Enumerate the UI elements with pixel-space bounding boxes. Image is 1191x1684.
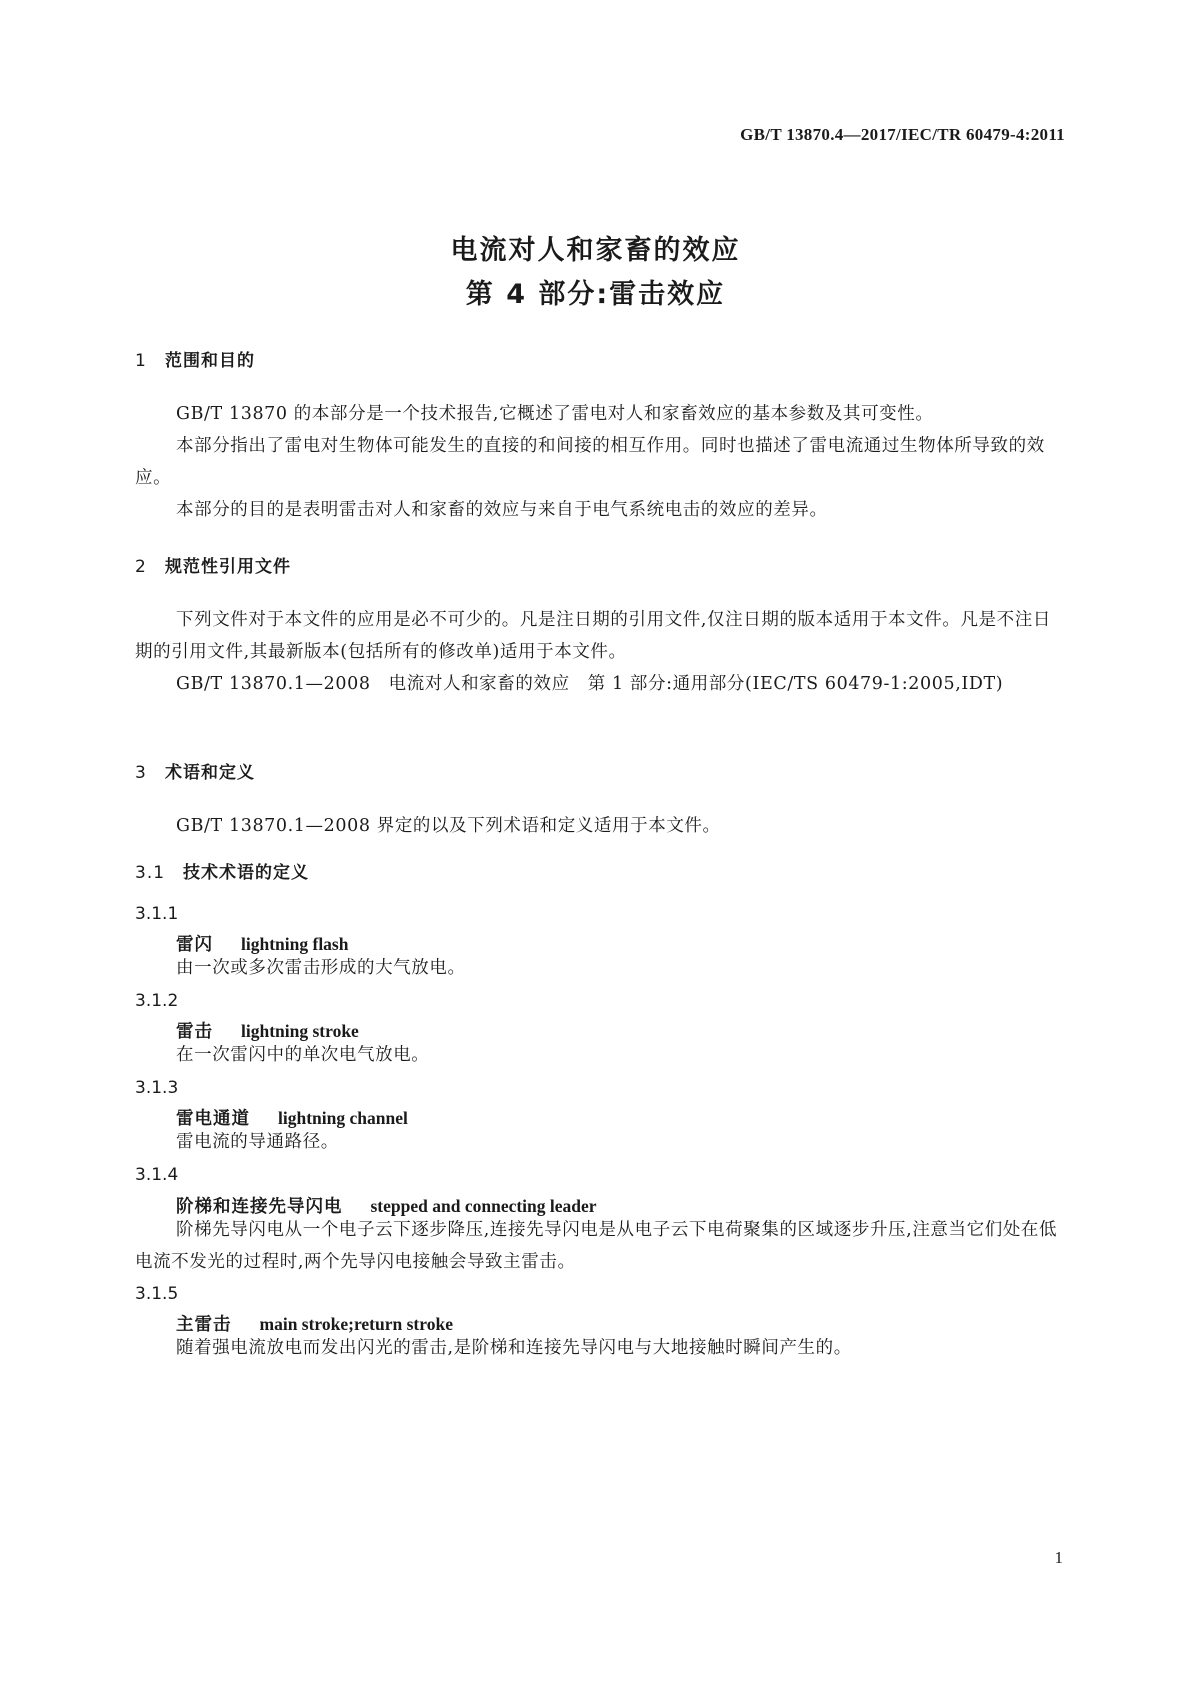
section-title: 范围和目的: [165, 351, 255, 371]
term-zh: 雷击: [176, 1022, 213, 1042]
term-definition: 在一次雷闪中的单次电气放电。: [176, 1045, 430, 1065]
term-definition: 阶梯先导闪电从一个电子云下逐步降压,连接先导闪电是从电子云下电荷聚集的区域逐步升压,注意当它们处在低电流不发光的过程时,两个先导闪电接触会导致主雷击。: [135, 1220, 1058, 1272]
section-number: 1: [135, 351, 147, 371]
paragraph: GB/T 13870 的本部分是一个技术报告,它概述了雷电对人和家畜效应的基本参数及其可变性。: [176, 404, 934, 424]
term-definition: 由一次或多次雷击形成的大气放电。: [176, 958, 466, 978]
paragraph: GB/T 13870.1—2008 界定的以及下列术语和定义适用于本文件。: [176, 816, 721, 836]
term-en: stepped and connecting leader: [370, 1196, 597, 1216]
term-zh: 雷闪: [176, 935, 213, 955]
paragraph: 本部分指出了雷电对生物体可能发生的直接的和间接的相互作用。同时也描述了雷电流通过生物体所导致的效应。: [135, 436, 1045, 488]
term-definition: 雷电流的导通路径。: [176, 1132, 339, 1152]
subsection-title: 技术术语的定义: [183, 863, 309, 883]
term-definition: 随着强电流放电而发出闪光的雷击,是阶梯和连接先导闪电与大地接触时瞬间产生的。: [176, 1338, 852, 1358]
section-title: 术语和定义: [165, 763, 255, 783]
term-number: 3.1.2: [135, 991, 179, 1011]
term-en: lightning channel: [278, 1108, 408, 1128]
term-number: 3.1.1: [135, 904, 179, 924]
term-number: 3.1.5: [135, 1284, 179, 1304]
standard-number: GB/T 13870.4—2017/IEC/TR 60479-4:2011: [740, 125, 1065, 144]
term-number: 3.1.3: [135, 1078, 179, 1098]
subsection-number: 3.1: [135, 863, 166, 883]
section-number: 2: [135, 557, 147, 577]
term-en: lightning stroke: [241, 1021, 359, 1041]
paragraph: 下列文件对于本文件的应用是必不可少的。凡是注日期的引用文件,仅注日期的版本适用于本文件。凡是不注日期的引用文件,其最新版本(包括所有的修改单)适用于本文件。: [135, 610, 1051, 662]
term-zh: 阶梯和连接先导闪电: [176, 1197, 343, 1217]
section-title: 规范性引用文件: [165, 557, 291, 577]
section-heading-1: [135, 346, 255, 371]
paragraph: 本部分的目的是表明雷击对人和家畜的效应与来自于电气系统电击的效应的差异。: [176, 500, 828, 520]
normative-reference: GB/T 13870.1—2008 电流对人和家畜的效应 第 1 部分:通用部分(IEC/TS 60479-1:2005,IDT): [176, 674, 1004, 694]
page-number: 1: [1054, 1548, 1063, 1567]
subsection-heading-3-1: [135, 858, 309, 883]
section-heading-3: [135, 758, 255, 783]
term-en: lightning flash: [241, 934, 349, 954]
document-subtitle: 第 4 部分:雷击效应: [465, 279, 726, 310]
term-en: main stroke;return stroke: [259, 1314, 453, 1334]
section-number: 3: [135, 763, 147, 783]
section-heading-2: [135, 552, 291, 577]
term-zh: 雷电通道: [176, 1109, 250, 1129]
document-title: 电流对人和家畜的效应: [450, 235, 741, 266]
term-number: 3.1.4: [135, 1165, 179, 1185]
term-zh: 主雷击: [176, 1315, 232, 1335]
